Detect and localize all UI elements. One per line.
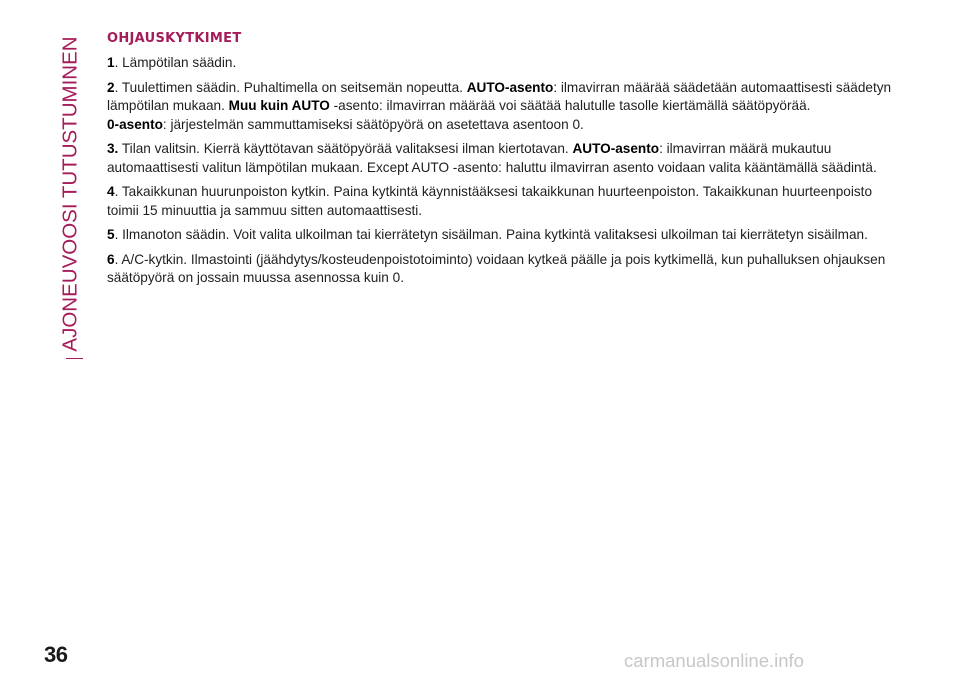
item-5 — [107, 226, 907, 245]
item-6-number: 6 — [107, 251, 115, 267]
item-2-number: 2 — [107, 79, 115, 95]
page-number: 36 — [44, 642, 68, 667]
item-6 — [107, 251, 907, 288]
item-2-text-d: : järjestelmän sammuttamiseksi säätöpyörä on asetettava asentoon 0. — [162, 116, 584, 132]
watermark: carmanualsonline.info — [624, 650, 804, 671]
chapter-side-rule — [66, 358, 83, 359]
item-4 — [107, 183, 907, 220]
item-3-text-b: : ilmavirran määrä mukautuu automaattisesti valitun lämpötilan mukaan. Except AUTO -asento: haluttu ilmavirran asento voidaan valita kääntämällä säädintä. — [107, 141, 877, 175]
item-2-keyword-zero: 0-asento — [107, 116, 163, 132]
item-4-text: . Takaikkunan huurunpoiston kytkin. Paina kytkintä käynnistääksesi takaikkunan huurteenpoiston. Takaikkunan huurteenpoisto toimii 15 minuuttia ja sammuu sitten automaattisesti. — [107, 184, 873, 218]
item-3 — [107, 140, 907, 177]
item-1 — [107, 54, 907, 73]
item-2 — [107, 79, 907, 135]
item-2-keyword-not-auto: Muu kuin AUTO — [228, 98, 330, 113]
item-6-text: . A/C-kytkin. Ilmastointi (jäähdytys/kosteudenpoistotoiminto) voidaan kytkeä päälle ja pois kytkimellä, kun puhalluksen ohjauksen säätöpyörä on jossain muussa asennossa kuin 0. — [107, 251, 886, 285]
page-content — [107, 30, 907, 294]
item-4-number: 4 — [107, 184, 115, 199]
item-3-text-a: Tilan valitsin. Kierrä käyttötavan säätöpyörää valitaksesi ilman kiertotavan. — [118, 141, 573, 156]
chapter-side-title-text: AJONEUVOOSI TUTUSTUMINEN — [59, 36, 82, 352]
item-5-number: 5 — [107, 227, 115, 242]
chapter-side-title — [55, 33, 87, 355]
item-3-keyword-auto: AUTO-asento — [572, 141, 660, 156]
item-2-text-a: . Tuulettimen säädin. Puhaltimella on seitsemän nopeutta. — [114, 79, 467, 95]
section-heading: OHJAUSKYTKIMET — [107, 31, 242, 46]
item-5-text: . Ilmanoton säädin. Voit valita ulkoilman tai kierrätetyn sisäilman. Paina kytkintä valitaksesi ulkoilman tai kierrätetyn sisäilman. — [114, 227, 868, 242]
item-2-keyword-auto: AUTO-asento — [466, 79, 554, 95]
item-3-number: 3. — [107, 141, 119, 156]
item-1-text: . Lämpötilan säädin. — [114, 55, 237, 70]
item-2-text-c: -asento: ilmavirran määrää voi säätää halutulle tasolle kiertämällä säätöpyörää. — [329, 98, 811, 113]
item-1-number: 1 — [107, 55, 115, 70]
item-2-text-b: : ilmavirran määrää säädetään automaattisesti säädetyn lämpötilan mukaan. — [107, 79, 892, 113]
